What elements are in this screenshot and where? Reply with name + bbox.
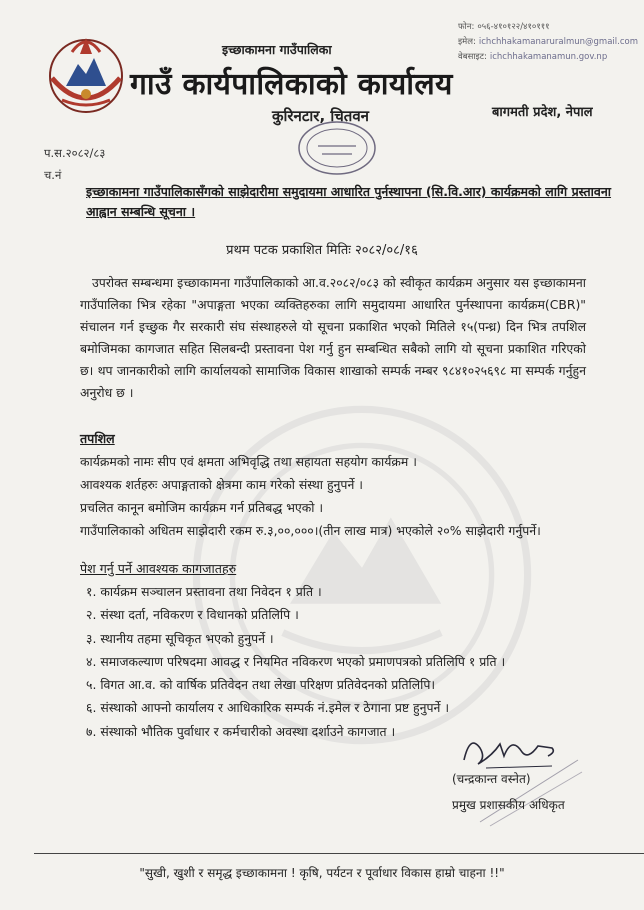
website-line [458, 50, 642, 65]
footer-slogan: "सुखी, खुशी र समृद्ध इच्छाकामना ! कृषि, पर्यटन र पूर्वाधार विकास हाम्रो चाहना !!" [139, 866, 505, 880]
municipality-name: इच्छाकामना गाउँपालिका [222, 42, 332, 57]
email-label: इमेल: [458, 37, 476, 47]
website-label: वेबसाइट: [458, 52, 487, 62]
reference-number: प.स.२०८२/८३ [44, 146, 106, 160]
dispatch-number: च.नं [44, 168, 62, 182]
notice-subject: इच्छाकामना गाउँपालिकासँगको साझेदारीमा समुदायमा आधारित पुर्नस्थापना (सि.वि.आर) कार्यक्रमको लागि प्रस्तावना आह्वान सम्बन्धि सूचना । [86, 184, 612, 219]
documents-list [86, 580, 606, 743]
website-address: ichchhakamanamun.gov.np [489, 52, 608, 62]
documents-heading: पेश गर्नु पर्ने आवश्यक कागजातहरु [80, 561, 237, 576]
email-address: ichchhakamanaruralmun@gmail.com [478, 37, 638, 47]
office-location: कुरिनटार, चितवन [272, 107, 369, 125]
official-seal-icon [470, 752, 588, 830]
office-stamp-icon [296, 118, 378, 178]
contact-block [458, 20, 642, 65]
document-item: ७. संस्थाको भौतिक पुर्वाधार र कर्मचारीको अवस्था दर्शाउने कागजात । [86, 723, 396, 739]
document-item: १. कार्यक्रम सञ्चालन प्रस्तावना तथा निवेदन १ प्रति । [86, 584, 322, 599]
details-list [80, 450, 590, 542]
published-date: प्रथम पटक प्रकाशित मितिः २०८२/०८/१६ [226, 243, 418, 258]
document-item: ३. स्थानीय तहमा सूचिकृत भएको हुनुपर्ने । [86, 630, 274, 646]
document-item: ६. संस्थाको आफ्नो कार्यालय र आधिकारिक सम्पर्क नं.इमेल र ठेगाना प्रष्ट हुनुपर्ने । [86, 700, 450, 716]
document-item: ५. विगत आ.व. को वार्षिक प्रतिवेदन तथा लेखा परिक्षण प्रतिवेदनको प्रतिलिपि। [86, 677, 436, 693]
signatory-name: (चन्द्रकान्त वस्नेत) [452, 772, 531, 786]
government-emblem-icon [42, 26, 130, 118]
detail-item: गाउँपालिकाको अधितम साझेदारी रकम रु.३,००,०००।(तीन लाख मात्र) भएकोले २०% साझेदारी गर्नुपर्ने। [80, 523, 541, 538]
email-line [458, 35, 642, 50]
document-item: २. संस्था दर्ता, नविकरण र विधानको प्रतिलिपि । [86, 607, 299, 623]
detail-item: आवश्यक शर्तहरुः अपाङ्गताको क्षेत्रमा काम गरेको संस्था हुनुपर्ने । [80, 477, 363, 492]
phone-number: ०५६-४१०१२२/४१०१११ [477, 22, 550, 32]
phone-label: फोन: [458, 22, 475, 32]
document-item: ४. समाजकल्याण परिषदमा आवद्ध र नियमित नविकरण भएको प्रमाणपत्रको प्रतिलिपि १ प्रति । [86, 653, 506, 669]
province-name: बागमती प्रदेश, नेपाल [492, 105, 593, 120]
details-heading: तपशिल [80, 431, 115, 446]
detail-item: प्रचलित कानून बमोजिम कार्यक्रम गर्न प्रतिबद्ध भएको । [80, 500, 324, 515]
phone-line [458, 20, 642, 35]
notice-body: उपरोक्त सम्बन्धमा इच्छाकामना गाउँपालिकाको आ.व.२०८२/०८३ को स्वीकृत कार्यक्रम अनुसार यस इच्छाकामना गाउँपालिका भित्र रहेका "अपाङ्गता भएका व्यक्तिहरुका लागि समुदायमा आधारित पुर्नस्थापना कार्यक्रम(CBR)" संचालन गर्न इच्छुक गैर सरकारी संघ संस्थाहरुले यो सूचना प्रकाशित भएको मितिले १५(पन्ध्र) दिन भित्र तपशिल बमोजिमका कागजात सहित सिलबन्दी प्रस्तावना पेश गर्नु हुन सम्बन्धित सबैको लागि यो सूचना प्रकाशित गरिएको छ। थप जानकारीको लागि कार्यालयको सामाजिक विकास शाखाको सम्पर्क नम्बर ९८४१०२५६९८ मा सम्पर्क गर्नुहुन अनुरोध छ । [80, 275, 586, 400]
footer-divider [34, 853, 644, 854]
signatory-title: प्रमुख प्रशासकीय अधिकृत [452, 798, 565, 812]
office-title: गाउँ कार्यपालिकाको कार्यालय [130, 67, 453, 102]
detail-item: कार्यक्रमको नामः सीप एवं क्षमता अभिवृद्धि तथा सहायता सहयोग कार्यक्रम । [80, 454, 417, 469]
